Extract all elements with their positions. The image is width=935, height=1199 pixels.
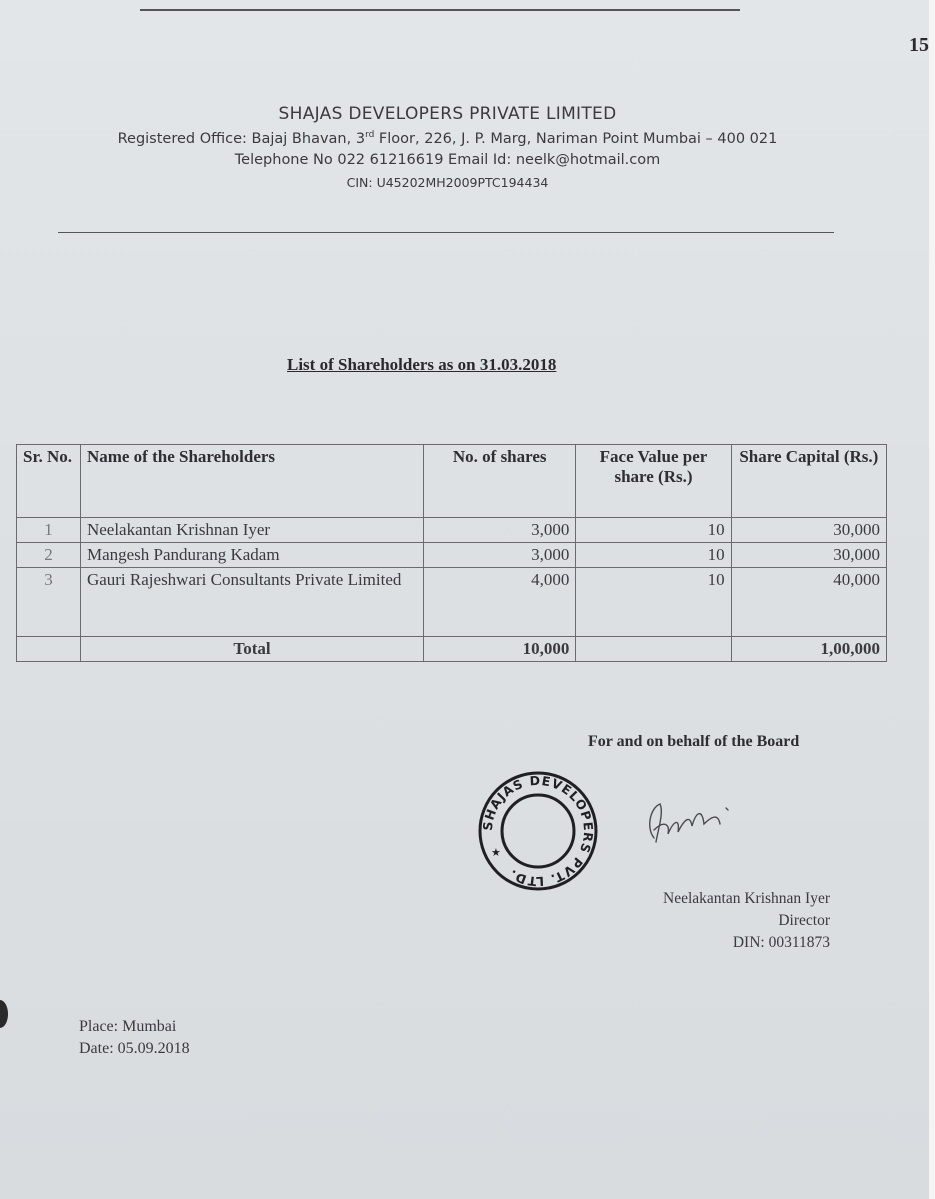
cell-shares: 3,000 [424,518,576,543]
stamp-text: SHAJAS DEVELOPERS PVT. LTD. [479,772,597,890]
total-share-capital: 1,00,000 [731,637,886,662]
total-shares: 10,000 [424,637,576,662]
signatory-name: Neelakantan Krishnan Iyer [663,890,830,907]
company-seal-stamp [474,770,602,892]
top-rule [140,9,740,11]
cell-share-capital: 30,000 [731,543,886,568]
page-number: 15 [909,34,929,56]
place-date-block [79,1016,190,1060]
total-label: Total [80,637,423,662]
cell-face-value: 10 [576,568,731,637]
document-title: List of Shareholders as on 31.03.2018 [287,355,557,374]
header-sr-no: Sr. No. [17,445,81,518]
cell-face-value: 10 [576,518,731,543]
cell-face-value: 10 [576,543,731,568]
total-row [17,637,887,662]
star-icon: ★ [491,846,501,859]
cell-name: Mangesh Pandurang Kadam [80,543,423,568]
signatory-designation: Director [778,912,830,929]
cell-name: Gauri Rajeshwari Consultants Private Limited [80,568,423,637]
cell-sr: 1 [17,518,81,543]
cell-share-capital: 40,000 [731,568,886,637]
punch-hole [0,1000,8,1028]
page-edge [929,0,935,1199]
header-name: Name of the Shareholders [80,445,423,518]
place: Place: Mumbai [79,1018,177,1035]
header-no-of-shares: No. of shares [424,445,576,518]
table-row [17,543,887,568]
cell-total-sr [17,637,81,662]
cell-total-face [576,637,731,662]
reg-office-post: Floor, 226, J. P. Marg, Nariman Point Mumbai – 400 021 [374,130,778,147]
header-share-capital: Share Capital (Rs.) [731,445,886,518]
table-row [17,568,887,637]
table-header-row [17,445,887,518]
cell-sr: 3 [17,568,81,637]
header-rule [58,232,834,233]
date: Date: 05.09.2018 [79,1040,190,1057]
board-line: For and on behalf of the Board [588,733,800,750]
cell-sr: 2 [17,543,81,568]
signatory-din: DIN: 00311873 [732,934,830,951]
cell-shares: 4,000 [424,568,576,637]
cin-number: CIN: U45202MH2009PTC194434 [346,174,549,190]
contact-line: Telephone No 022 61216619 Email Id: neelk@hotmail.com [234,151,661,168]
registered-office [40,130,855,147]
reg-office-pre: Registered Office: Bajaj Bhavan, 3 [117,130,366,147]
cell-share-capital: 30,000 [731,518,886,543]
table-row [17,518,887,543]
letterhead [40,104,855,190]
cell-name: Neelakantan Krishnan Iyer [80,518,423,543]
director-signature [640,790,760,860]
cell-shares: 3,000 [424,543,576,568]
header-face-value: Face Value per share (Rs.) [576,445,731,518]
shareholders-table [16,444,887,662]
signatory-block [600,888,830,954]
reg-office-sup: rd [365,130,375,140]
company-name: SHAJAS DEVELOPERS PRIVATE LIMITED [278,104,617,124]
